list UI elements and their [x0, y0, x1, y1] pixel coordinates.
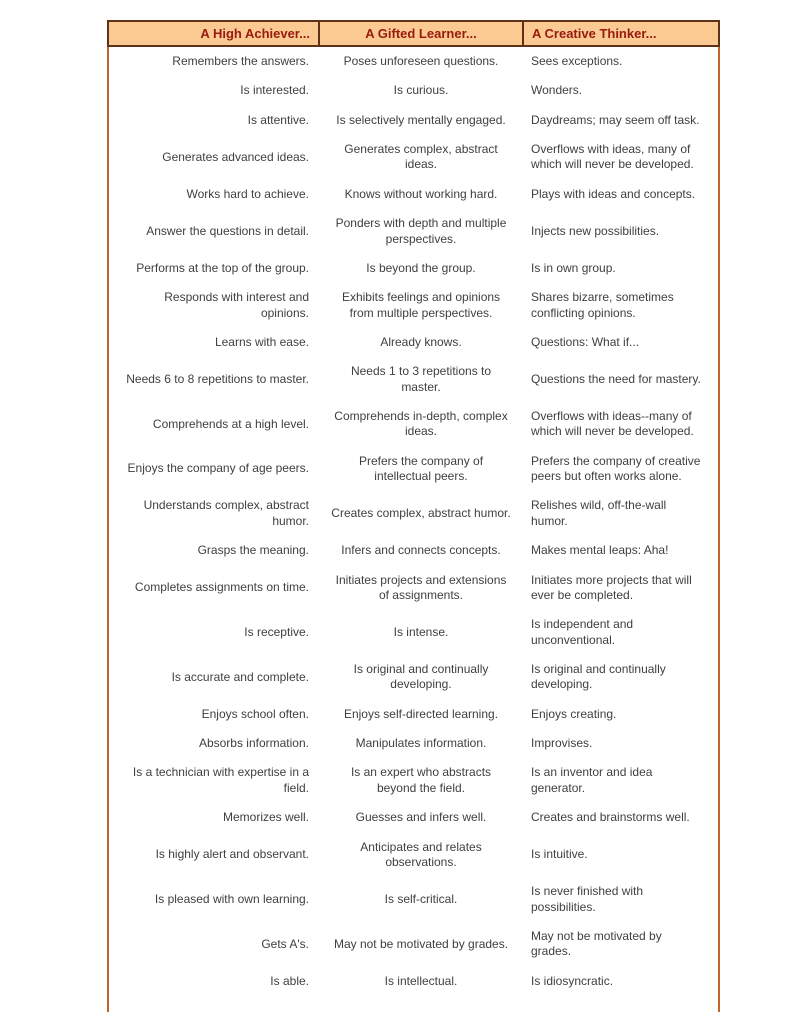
- table-row: [108, 328, 719, 357]
- table-cell: Is accurate and complete.: [171, 669, 309, 684]
- table-cell: Is highly alert and observant.: [155, 847, 309, 862]
- table-cell: Is original and continually developing.: [531, 661, 666, 692]
- table-cell: Comprehends at a high level.: [152, 416, 309, 431]
- table-cell: Injects new possibilities.: [531, 223, 660, 238]
- table-row: [108, 180, 719, 209]
- table-row: [108, 566, 719, 611]
- header-gifted-learner: A Gifted Learner...: [319, 21, 523, 46]
- table-cell: Is intense.: [393, 624, 449, 639]
- table-cell: Is pleased with own learning.: [154, 891, 309, 906]
- table-row: [108, 447, 719, 492]
- table-cell: Sees exceptions.: [531, 54, 623, 68]
- table-row: [108, 135, 719, 180]
- table-cell: Creates and brainstorms well.: [531, 810, 690, 825]
- table-cell: Manipulates information.: [355, 736, 487, 751]
- table-cell: Grasps the meaning.: [197, 543, 309, 558]
- table-cell: Gets A's.: [261, 936, 309, 951]
- table-row: [108, 491, 719, 536]
- table-cell: Is intellectual.: [384, 973, 458, 988]
- table-cell: Overflows with ideas, many of which will never be developed.: [531, 142, 694, 172]
- table-cell: Generates advanced ideas.: [162, 149, 309, 164]
- table-cell: Is in own group.: [531, 260, 616, 275]
- table-cell: Is idiosyncratic.: [531, 973, 614, 988]
- table-cell: Shares bizarre, sometimes conflicting opinions.: [531, 290, 674, 320]
- table-cell: Performs at the top of the group.: [136, 260, 309, 275]
- table-cell: Is original and continually developing.: [353, 661, 489, 692]
- table-body: [108, 46, 719, 1012]
- table-row: [108, 833, 719, 878]
- table-cell: Prefers the company of intellectual peers.: [358, 453, 484, 484]
- table-cell: Guesses and infers well.: [355, 810, 487, 825]
- table-row: [108, 922, 719, 967]
- table-row: [108, 46, 719, 76]
- table-cell: Generates complex, abstract ideas.: [344, 142, 498, 172]
- table-cell: Exhibits feelings and opinions from multiple perspectives.: [341, 290, 501, 320]
- table-cell: Is receptive.: [244, 624, 309, 639]
- table-cell: Needs 6 to 8 repetitions to master.: [126, 371, 309, 386]
- table-cell: Ponders with depth and multiple perspectives.: [335, 216, 507, 246]
- table-cell: Questions the need for mastery.: [531, 371, 701, 386]
- table-cell: Enjoys self-directed learning.: [343, 706, 499, 721]
- header-row: [108, 21, 719, 46]
- table-cell: Initiates more projects that will ever be completed.: [531, 572, 692, 602]
- table-cell: Is an inventor and idea generator.: [531, 765, 653, 795]
- table-cell: Makes mental leaps: Aha!: [531, 543, 669, 558]
- table-cell: May not be motivated by grades.: [531, 928, 662, 959]
- table-cell: Is independent and unconventional.: [531, 617, 634, 647]
- table-cell: Learns with ease.: [214, 334, 309, 349]
- table-cell: Memorizes well.: [222, 810, 309, 825]
- table-header: [108, 21, 719, 46]
- table-cell: Is curious.: [393, 83, 449, 98]
- table-row: [108, 357, 719, 402]
- table-cell: Is able.: [270, 973, 309, 988]
- table-cell: Remembers the answers.: [172, 54, 309, 68]
- table-row: [108, 700, 719, 729]
- table-cell: Works hard to achieve.: [186, 186, 309, 201]
- table-cell: Is selectively mentally engaged.: [336, 112, 506, 127]
- table-cell: Poses unforeseen questions.: [343, 54, 499, 68]
- table-cell: Questions: What if...: [531, 334, 640, 349]
- table-row: [108, 729, 719, 758]
- table-cell: Comprehends in-depth, complex ideas.: [334, 409, 508, 439]
- table-cell: Is interested.: [240, 83, 309, 98]
- table-cell: Is beyond the group.: [366, 260, 476, 275]
- table-row: [108, 106, 719, 135]
- table-row: [108, 76, 719, 105]
- table-cell: Is attentive.: [247, 112, 309, 127]
- table-cell: Is self-critical.: [384, 891, 458, 906]
- table-cell: Is never finished with possibilities.: [531, 884, 644, 914]
- header-creative-thinker: A Creative Thinker...: [523, 21, 719, 46]
- table-row: [108, 655, 719, 700]
- table-cell: Initiates projects and extensions of assignments.: [335, 572, 507, 602]
- table-cell: May not be motivated by grades.: [333, 936, 509, 951]
- table-cell: Enjoys the company of age peers.: [127, 461, 309, 476]
- table-cell: Improvises.: [531, 736, 593, 751]
- table-cell: Enjoys creating.: [531, 706, 617, 721]
- table-cell: Understands complex, abstract humor.: [143, 498, 309, 528]
- table-cell: Absorbs information.: [198, 736, 309, 751]
- table-row: [108, 209, 719, 254]
- spacer-cell: [108, 996, 719, 1012]
- table-bottom-spacer: [108, 996, 719, 1012]
- table-cell: Is a technician with expertise in a field.: [132, 765, 309, 795]
- table-cell: Is intuitive.: [531, 847, 588, 862]
- table-row: [108, 536, 719, 565]
- table-cell: Completes assignments on time.: [134, 580, 309, 595]
- table-row: [108, 610, 719, 655]
- table-cell: Answer the questions in detail.: [146, 223, 309, 238]
- table-cell: Overflows with ideas--many of which will never be developed.: [531, 409, 694, 439]
- table-cell: Creates complex, abstract humor.: [331, 506, 511, 521]
- table-row: [108, 758, 719, 803]
- table-cell: Infers and connects concepts.: [341, 543, 501, 558]
- table-cell: Plays with ideas and concepts.: [531, 186, 696, 201]
- table-cell: Responds with interest and opinions.: [164, 290, 309, 320]
- table-row: [108, 803, 719, 832]
- table-row: [108, 254, 719, 283]
- table-cell: Prefers the company of creative peers but often works alone.: [531, 453, 701, 484]
- table-cell: Knows without working hard.: [344, 186, 498, 201]
- table-row: [108, 967, 719, 996]
- comparison-table: [107, 20, 720, 1012]
- table-cell: Already knows.: [380, 334, 462, 349]
- table-row: [108, 283, 719, 328]
- table-cell: Relishes wild, off-the-wall humor.: [531, 498, 667, 528]
- table-cell: Needs 1 to 3 repetitions to master.: [350, 364, 492, 394]
- table-row: [108, 402, 719, 447]
- table-row: [108, 877, 719, 922]
- table-cell: Anticipates and relates observations.: [360, 839, 482, 869]
- table-cell: Wonders.: [531, 83, 583, 98]
- table-cell: Daydreams; may seem off task.: [531, 112, 700, 127]
- header-high-achiever: A High Achiever...: [108, 21, 319, 46]
- table-cell: Is an expert who abstracts beyond the field.: [350, 765, 492, 795]
- table-cell: Enjoys school often.: [201, 706, 309, 721]
